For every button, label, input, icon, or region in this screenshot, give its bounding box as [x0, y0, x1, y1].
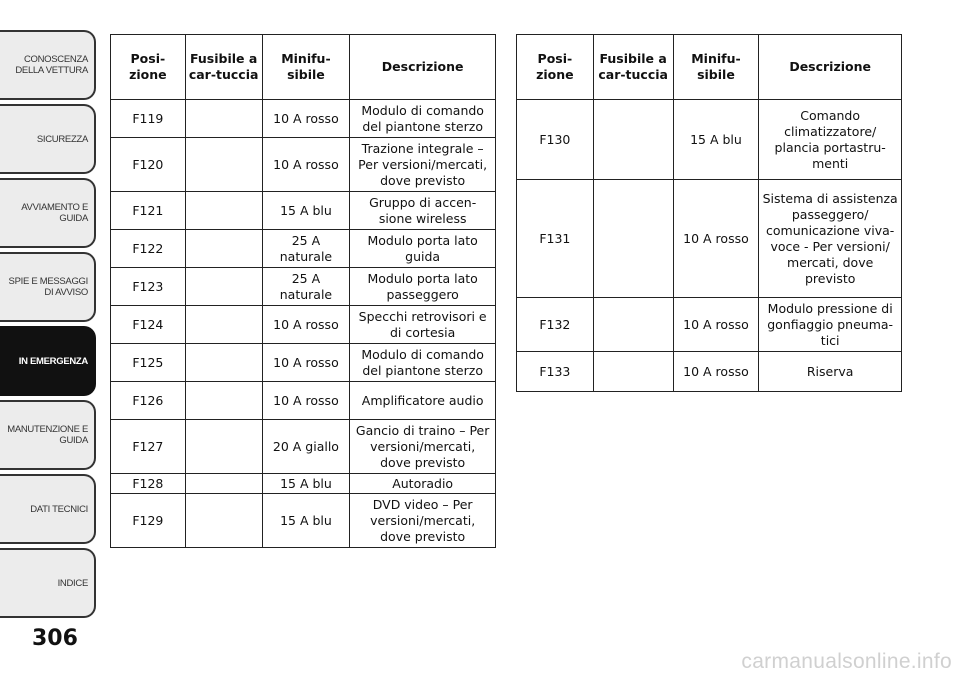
- cell-fusibile: [185, 192, 262, 230]
- table-row: [111, 268, 496, 306]
- cell-posizione: F122: [111, 230, 186, 268]
- cell-fusibile: [185, 382, 262, 420]
- cell-descrizione: Amplificatore audio: [350, 382, 496, 420]
- cell-posizione: F120: [111, 138, 186, 192]
- tab-indice[interactable]: INDICE: [0, 548, 96, 618]
- cell-descrizione: Riserva: [759, 352, 902, 392]
- tab-manutenzione-e-guida[interactable]: MANUTENZIONE E GUIDA: [0, 400, 96, 470]
- cell-descrizione: Modulo pressione di gonfiaggio pneuma-tici: [759, 298, 902, 352]
- cell-fusibile: [185, 420, 262, 474]
- cell-minifusibile: 15 A blu: [262, 474, 350, 494]
- header-posizione: Posi-zione: [517, 35, 594, 100]
- cell-descrizione: DVD video – Per versioni/mercati, dove previsto: [350, 494, 496, 548]
- cell-descrizione: Modulo di comando del piantone sterzo: [350, 344, 496, 382]
- cell-descrizione: Modulo porta lato guida: [350, 230, 496, 268]
- table-row: [517, 180, 902, 298]
- table-row: [111, 192, 496, 230]
- cell-fusibile: [593, 352, 673, 392]
- table-row: [111, 344, 496, 382]
- cell-fusibile: [185, 474, 262, 494]
- cell-posizione: F131: [517, 180, 594, 298]
- table-row: [111, 474, 496, 494]
- cell-posizione: F130: [517, 100, 594, 180]
- header-minifusibile: Minifu-sibile: [673, 35, 759, 100]
- cell-minifusibile: 10 A rosso: [262, 100, 350, 138]
- cell-descrizione: Sistema di assistenza passeggero/ comunicazione viva-voce - Per versioni/ mercati, dove previsto: [759, 180, 902, 298]
- cell-descrizione: Gruppo di accen-sione wireless: [350, 192, 496, 230]
- page-number: 306: [32, 626, 78, 651]
- cell-fusibile: [185, 306, 262, 344]
- cell-minifusibile: 10 A rosso: [673, 352, 759, 392]
- table-header-row: [517, 35, 902, 100]
- cell-fusibile: [593, 100, 673, 180]
- table-row: [111, 100, 496, 138]
- cell-posizione: F129: [111, 494, 186, 548]
- cell-posizione: F126: [111, 382, 186, 420]
- cell-minifusibile: 10 A rosso: [673, 298, 759, 352]
- cell-fusibile: [185, 100, 262, 138]
- cell-descrizione: Comando climatizzatore/ plancia portastru-menti: [759, 100, 902, 180]
- cell-descrizione: Gancio di traino – Per versioni/mercati, dove previsto: [350, 420, 496, 474]
- header-fusibile-cartuccia: Fusibile a car-tuccia: [593, 35, 673, 100]
- watermark: carmanualsonline.info: [741, 650, 952, 673]
- cell-minifusibile: 10 A rosso: [262, 306, 350, 344]
- cell-posizione: F121: [111, 192, 186, 230]
- cell-minifusibile: 15 A blu: [673, 100, 759, 180]
- cell-minifusibile: 15 A blu: [262, 192, 350, 230]
- header-posizione: Posi-zione: [111, 35, 186, 100]
- header-fusibile-cartuccia: Fusibile a car-tuccia: [185, 35, 262, 100]
- cell-minifusibile: 10 A rosso: [262, 344, 350, 382]
- table-row: [517, 298, 902, 352]
- cell-minifusibile: 10 A rosso: [262, 138, 350, 192]
- tab-conoscenza-della-vettura[interactable]: CONOSCENZA DELLA VETTURA: [0, 30, 96, 100]
- cell-minifusibile: 10 A rosso: [262, 382, 350, 420]
- tab-spie-e-messaggi[interactable]: SPIE E MESSAGGI DI AVVISO: [0, 252, 96, 322]
- tab-dati-tecnici[interactable]: DATI TECNICI: [0, 474, 96, 544]
- cell-minifusibile: 15 A blu: [262, 494, 350, 548]
- cell-descrizione: Modulo di comando del piantone sterzo: [350, 100, 496, 138]
- header-descrizione: Descrizione: [350, 35, 496, 100]
- cell-fusibile: [185, 268, 262, 306]
- table-row: [111, 306, 496, 344]
- cell-fusibile: [185, 344, 262, 382]
- table-row: [111, 494, 496, 548]
- tab-in-emergenza[interactable]: IN EMERGENZA: [0, 326, 96, 396]
- tab-sicurezza[interactable]: SICUREZZA: [0, 104, 96, 174]
- tab-avviamento-e-guida[interactable]: AVVIAMENTO E GUIDA: [0, 178, 96, 248]
- cell-fusibile: [593, 180, 673, 298]
- cell-posizione: F123: [111, 268, 186, 306]
- cell-posizione: F133: [517, 352, 594, 392]
- cell-fusibile: [185, 494, 262, 548]
- cell-posizione: F132: [517, 298, 594, 352]
- cell-posizione: F125: [111, 344, 186, 382]
- table-header-row: [111, 35, 496, 100]
- cell-minifusibile: 20 A giallo: [262, 420, 350, 474]
- cell-minifusibile: 25 A naturale: [262, 230, 350, 268]
- fuse-table-right: [516, 34, 902, 392]
- cell-posizione: F124: [111, 306, 186, 344]
- cell-minifusibile: 25 A naturale: [262, 268, 350, 306]
- table-row: [111, 138, 496, 192]
- table-row: [111, 382, 496, 420]
- header-descrizione: Descrizione: [759, 35, 902, 100]
- header-minifusibile: Minifu-sibile: [262, 35, 350, 100]
- table-row: [111, 230, 496, 268]
- table-row: [517, 100, 902, 180]
- cell-fusibile: [185, 138, 262, 192]
- cell-minifusibile: 10 A rosso: [673, 180, 759, 298]
- cell-posizione: F119: [111, 100, 186, 138]
- table-row: [517, 352, 902, 392]
- fuse-table-left: [110, 34, 496, 548]
- cell-fusibile: [593, 298, 673, 352]
- cell-posizione: F127: [111, 420, 186, 474]
- cell-descrizione: Specchi retrovisori e di cortesia: [350, 306, 496, 344]
- cell-fusibile: [185, 230, 262, 268]
- cell-descrizione: Modulo porta lato passeggero: [350, 268, 496, 306]
- cell-posizione: F128: [111, 474, 186, 494]
- cell-descrizione: Trazione integrale – Per versioni/mercati, dove previsto: [350, 138, 496, 192]
- cell-descrizione: Autoradio: [350, 474, 496, 494]
- table-row: [111, 420, 496, 474]
